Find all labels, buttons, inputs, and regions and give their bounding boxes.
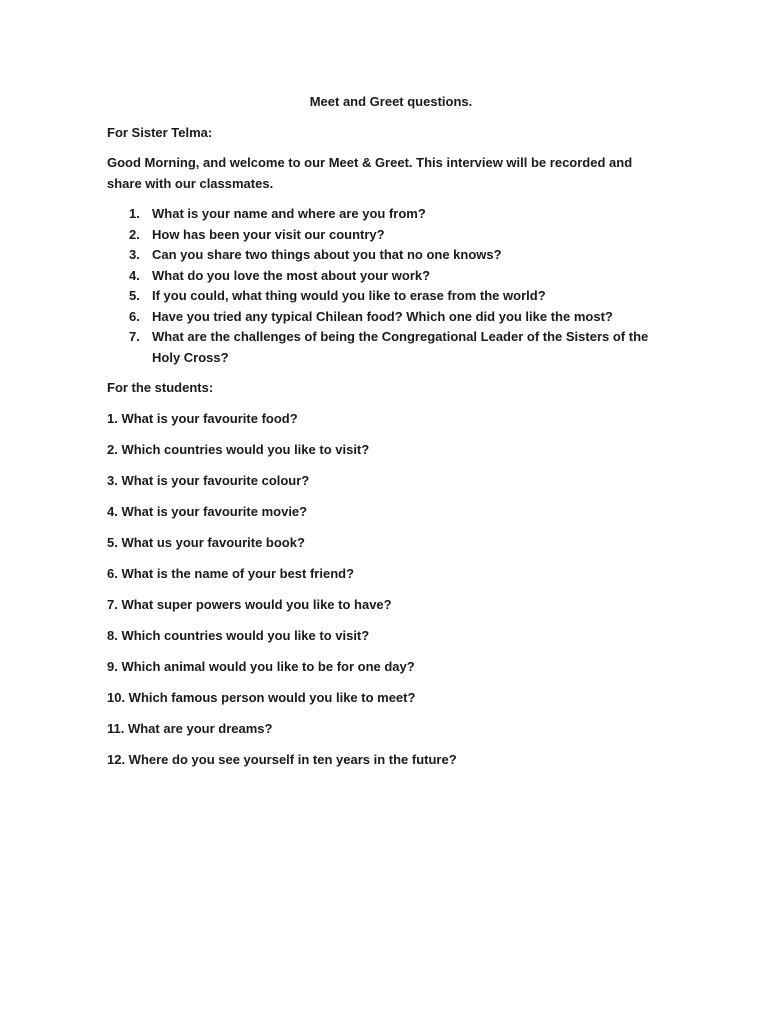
- student-question: 7. What super powers would you like to have?: [107, 596, 392, 612]
- list-item-text: If you could, what thing would you like to erase from the world?: [152, 288, 546, 303]
- student-question: 2. Which countries would you like to visit?: [107, 441, 370, 457]
- list-item: [107, 307, 667, 328]
- student-question: 1. What is your favourite food?: [107, 410, 298, 426]
- list-item-text: How has been your visit our country?: [152, 226, 385, 242]
- student-question: 4. What is your favourite movie?: [107, 503, 308, 519]
- list-item: [107, 266, 667, 287]
- student-question: 9. Which animal would you like to be for one day?: [107, 658, 415, 674]
- list-number: 5.: [129, 288, 140, 303]
- list-item: [107, 286, 667, 307]
- sister-question-list: [107, 204, 667, 368]
- list-number: 2.: [129, 226, 140, 242]
- students-heading: For the students:: [107, 380, 214, 395]
- student-question: 5. What us your favourite book?: [107, 534, 305, 550]
- list-item: [107, 245, 667, 266]
- list-item-text: Can you share two things about you that no one knows?: [152, 247, 502, 262]
- list-number: 7.: [129, 329, 140, 344]
- student-question: 3. What is your favourite colour?: [107, 472, 310, 488]
- list-item: [107, 327, 667, 368]
- student-question: 6. What is the name of your best friend?: [107, 565, 355, 581]
- document-title: Meet and Greet questions.: [309, 94, 473, 109]
- list-item-text: What do you love the most about your work?: [152, 267, 431, 283]
- student-question: 11. What are your dreams?: [107, 720, 273, 736]
- list-number: 6.: [129, 308, 140, 324]
- list-item-text: Have you tried any typical Chilean food? Which one did you like the most?: [152, 308, 613, 324]
- list-item: [107, 204, 667, 225]
- list-number: 3.: [129, 247, 140, 262]
- list-number: 4.: [129, 267, 140, 283]
- list-item-text: What are the challenges of being the Congregational Leader of the Sisters of the Holy Cross?: [152, 329, 649, 365]
- intro-paragraph: Good Morning, and welcome to our Meet & Greet. This interview will be recorded and share with our classmates.: [107, 155, 633, 191]
- list-item: [107, 225, 667, 246]
- list-number: 1.: [129, 206, 140, 221]
- student-question: 12. Where do you see yourself in ten years in the future?: [107, 751, 457, 767]
- document-body: [107, 92, 667, 781]
- sister-heading: For Sister Telma:: [107, 124, 213, 140]
- student-question: 8. Which countries would you like to visit?: [107, 627, 370, 643]
- student-question: 10. Which famous person would you like to meet?: [107, 689, 416, 705]
- list-item-text: What is your name and where are you from?: [152, 206, 426, 221]
